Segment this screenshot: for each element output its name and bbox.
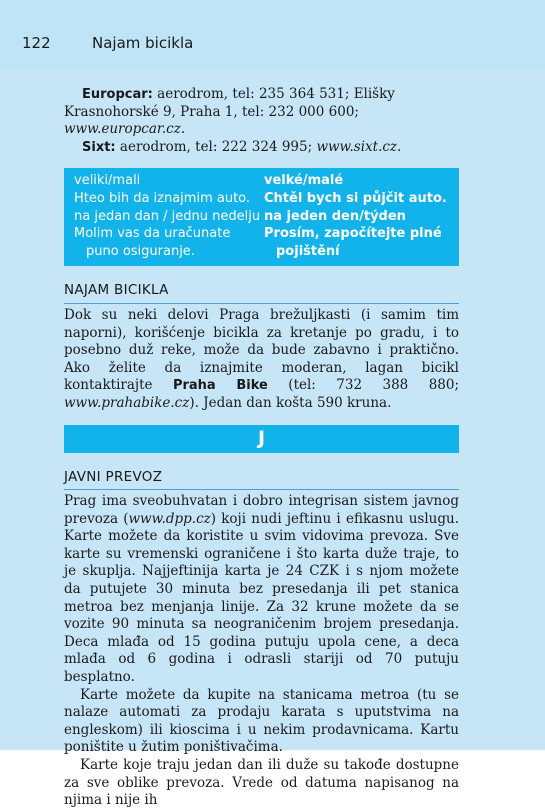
page-content [64, 86, 459, 810]
phrase-column-serbian [74, 172, 264, 260]
page-number: 122 [22, 34, 51, 52]
page-header [0, 0, 545, 68]
phrase-serbian: Molim vas da uračunate [74, 226, 231, 242]
transport-paragraph-3: Karte koje traju jedan dan ili duže su takođe dostupne za sve oblike prevoza. Vrede od datuma napisanog na njima i nije ih [64, 757, 459, 809]
section-heading-public-transport: JAVNI PREVOZ [64, 469, 459, 491]
agency-details: aerodrom, tel: 222 324 995; [115, 138, 317, 155]
agency-entry-europcar [64, 86, 459, 139]
phrasebook-box [64, 168, 459, 266]
body-text: Prag ima sveobuhvatan i dobro integrisan sistem javnog prevoza ( [64, 493, 459, 527]
bike-rental-paragraph [64, 307, 459, 413]
phrase-czech: velké/malé [264, 173, 344, 189]
section-heading-bike-rental: NAJAM BICIKLA [64, 282, 459, 304]
bike-website-link[interactable]: www.prahabike.cz [64, 394, 190, 411]
phrase-czech: na jeden den/týden [264, 208, 406, 224]
transport-website-link[interactable]: www.dpp.cz [128, 510, 211, 527]
phrase-czech: pojištění [276, 243, 340, 259]
phrase-serbian: na jedan dan / jednu nedelju [74, 208, 261, 224]
phrase-czech: Prosím, započítejte plné [264, 226, 442, 242]
body-text: Dok su neki delovi Praga brežuljkasti (i samim tim naporni), korišćenje bicikla za kretanje po gradu, i to posebno duž reke, može da bude zabavno i praktično. Ako želite da iznajmite moderan, lagan bicikl kontaktirajte [64, 306, 459, 394]
phrase-serbian: Hteo bih da iznajmim auto. [74, 190, 251, 206]
phrase-czech: Chtěl bych si půjčit auto. [264, 190, 447, 206]
agency-entry-sixt [64, 139, 459, 157]
phrase-serbian: puno osiguranje. [86, 243, 195, 259]
phrase-serbian: veliki/mali [74, 173, 141, 189]
agency-website-link[interactable]: www.europcar.cz [64, 121, 181, 138]
phrase-column-czech [264, 172, 447, 260]
agency-details-end: . [180, 121, 186, 138]
agency-name: Europcar: [82, 87, 153, 102]
alphabet-divider [64, 425, 459, 453]
brand-name: Praha Bike [172, 378, 268, 394]
running-title: Najam bicikla [92, 34, 194, 52]
agency-details-end: . [397, 138, 402, 155]
agency-name: Sixt: [82, 139, 116, 155]
body-text: ) koji nudi jeftinu i efikasnu uslugu. Karte možete da koristite u svim vidovima prevoza. Sve karte su vremenski ograničene i što karta duže traje, to je skuplja. Najjeftinija karta je 24 CZK i s njom možete da putujete 30 minuta bez presedanja ili pet stanica metroa bez menjanja linije. Za 32 krune možete da se vozite 90 minuta sa neograničenim brojem presedanja. Deca mlađa od 15 godina putuju upola cene, a deca mlađa od 6 godina i odrasli stariji od 70 putuju besplatno. [64, 510, 459, 686]
car-rental-agencies [64, 86, 459, 156]
agency-website-link[interactable]: www.sixt.cz [316, 138, 398, 155]
transport-paragraph-1 [64, 493, 459, 687]
transport-paragraph-2: Karte možete da kupite na stanicama metroa (tu se nalaze automati za prodaju karata s uputstvima na engleskom) ili kioscima i u nekim prodavnicama. Kartu poništite u žutim poništivačima. [64, 686, 459, 756]
body-text: (tel: 732 388 880; [267, 377, 460, 394]
divider-letter: J [257, 426, 266, 449]
body-text: ). Jedan dan košta 590 kruna. [189, 394, 392, 411]
agency-details: aerodrom, tel: 235 364 531; Elišky Krasnohorské 9, Praha 1, tel: 232 000 600; [64, 86, 395, 120]
